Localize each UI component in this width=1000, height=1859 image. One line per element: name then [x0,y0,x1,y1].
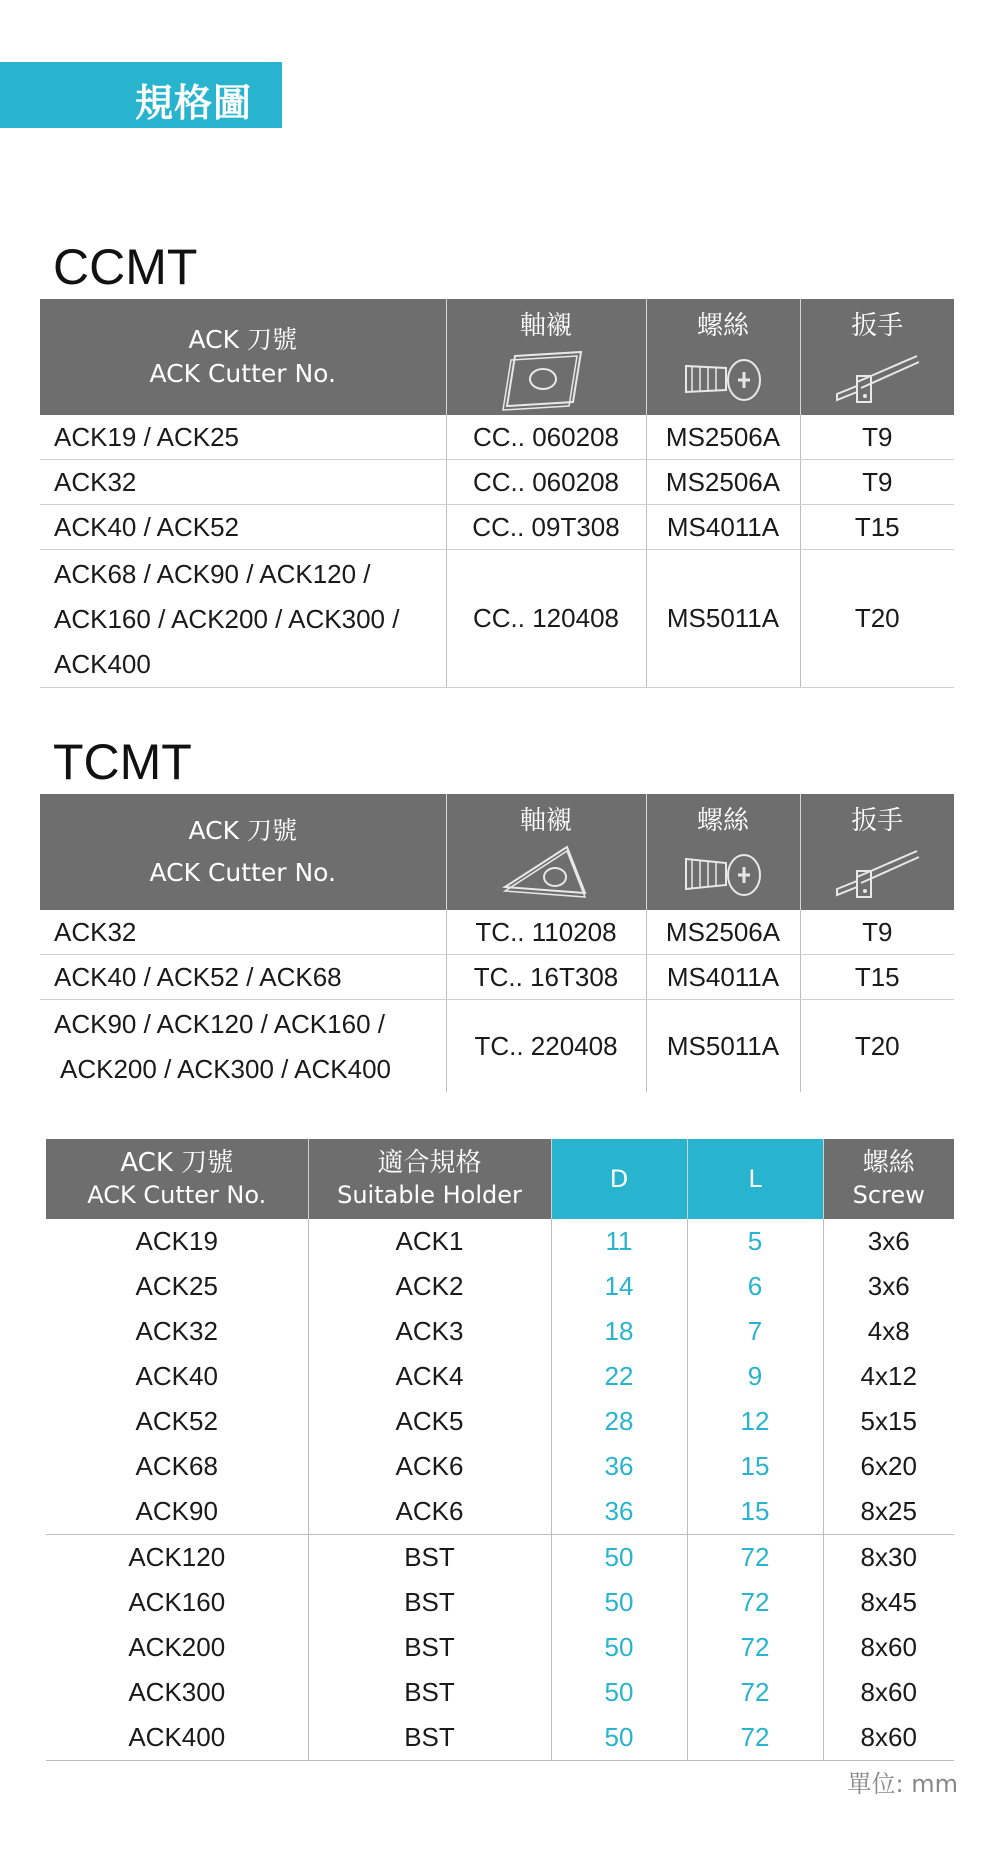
header-holder: 適合規格 Suitable Holder [308,1139,551,1219]
cell-ack: ACK52 [135,1406,218,1436]
ack-multi: ACK90 / ACK120 / ACK160 / ACK200 / ACK300 / ACK400 [54,1009,391,1084]
cell-screw: 8x60 [823,1625,954,1670]
cell-l: 12 [687,1399,823,1444]
dims-body [46,1219,954,1761]
cell-screw: 3x6 [823,1264,954,1309]
wrench-icon [827,841,927,907]
cell-ack: ACK160 [128,1587,226,1617]
dimensions-table [46,1139,954,1761]
cell-d: 50 [551,1535,687,1581]
cell-l: 72 [687,1580,823,1625]
cell-l: 15 [687,1444,823,1489]
table-row [46,1309,954,1354]
header-screw: 螺絲 Screw [823,1139,954,1219]
cell-l: 9 [687,1354,823,1399]
cell-ack: ACK68 [135,1451,218,1481]
cell-l: 15 [687,1489,823,1535]
cell-d: 11 [551,1219,687,1264]
table-row [46,1219,954,1264]
ccmt-header-ack [40,299,446,415]
cell-l: 6 [687,1264,823,1309]
cell-d: 14 [551,1264,687,1309]
table-row: ACK32 CC.. 060208 MS2506A T9 [40,460,954,505]
cell-holder: ACK5 [308,1399,551,1444]
cell-d: 18 [551,1309,687,1354]
cell-screw: 8x30 [823,1535,954,1581]
cell-screw: 5x15 [823,1399,954,1444]
screw-icon [678,841,768,907]
cell-ack: ACK32 [135,1316,218,1346]
table-row [46,1625,954,1670]
tcmt-header-wrench: 扳手 [800,794,954,910]
section-banner [0,62,282,128]
cell-holder: BST [308,1715,551,1761]
cell-d: 50 [551,1715,687,1761]
square-insert-icon [501,346,591,412]
cell-screw: 4x12 [823,1354,954,1399]
tcmt-header-insert: 軸襯 [446,794,646,910]
cell-d: 36 [551,1444,687,1489]
cell-screw: 6x20 [823,1444,954,1489]
ack-multi: ACK68 / ACK90 / ACK120 / ACK160 / ACK200 / ACK300 / ACK400 [40,550,446,688]
ack-zh: ACK 刀號 [188,816,297,845]
cell-ack: ACK300 [128,1677,226,1707]
tcmt-header-screw: 螺絲 [646,794,800,910]
tcmt-header-row [40,794,954,910]
cell-l: 5 [687,1219,823,1264]
cell-ack: ACK400 [46,1715,308,1761]
cell-screw: 4x8 [823,1309,954,1354]
ack-en: ACK Cutter No. [149,359,336,388]
table-row [46,1715,954,1761]
table-row [46,1399,954,1444]
cell-holder: BST [308,1535,551,1581]
table-row [46,1489,954,1535]
triangle-insert-icon [501,841,591,907]
dims-header-row [46,1139,954,1219]
ccmt-header-insert: 軸襯 [446,299,646,415]
cell-d: 50 [551,1670,687,1715]
ccmt-header-screw: 螺絲 [646,299,800,415]
table-row: ACK40 / ACK52 CC.. 09T308 MS4011A T15 [40,505,954,550]
table-row: ACK19 / ACK25 CC.. 060208 MS2506A T9 [40,415,954,460]
tcmt-title: TCMT [53,734,192,790]
cell-d: 28 [551,1399,687,1444]
cell-ack: ACK200 [128,1632,226,1662]
ack-en: ACK Cutter No. [149,858,336,887]
unit-label: 單位: mm [847,1770,958,1798]
table-row [46,1444,954,1489]
cell-l: 7 [687,1309,823,1354]
cell-holder: ACK6 [308,1444,551,1489]
cell-holder: BST [308,1580,551,1625]
cell-screw: 3x6 [823,1219,954,1264]
cell-d: 50 [551,1580,687,1625]
ccmt-header-wrench: 扳手 [800,299,954,415]
cell-holder: ACK4 [308,1354,551,1399]
cell-l: 72 [687,1535,823,1581]
cell-holder: ACK1 [308,1219,551,1264]
cell-holder: BST [308,1625,551,1670]
table-row [46,1264,954,1309]
cell-d: 22 [551,1354,687,1399]
cell-l: 72 [687,1625,823,1670]
cell-screw: 8x60 [823,1670,954,1715]
table-row [46,1535,954,1581]
cell-ack: ACK120 [46,1535,308,1581]
cell-d: 36 [551,1489,687,1535]
table-row [46,1354,954,1399]
cell-ack: ACK25 [135,1271,218,1301]
header-d: D [551,1139,687,1219]
table-row: ACK40 / ACK52 / ACK68 TC.. 16T308 MS4011A T15 [40,955,954,1000]
banner-title: 規格圖 [135,81,253,125]
cell-ack: ACK40 [135,1361,218,1391]
cell-screw: 8x45 [823,1580,954,1625]
table-row [46,1670,954,1715]
tcmt-table [40,794,954,1092]
cell-screw: 8x60 [823,1715,954,1761]
cell-l: 72 [687,1670,823,1715]
cell-holder: ACK6 [308,1489,551,1535]
table-row [46,1580,954,1625]
header-ack: ACK 刀號 ACK Cutter No. [46,1139,308,1219]
cell-d: 50 [551,1625,687,1670]
ccmt-table [40,299,954,688]
cell-ack: ACK19 [135,1226,218,1256]
header-l: L [687,1139,823,1219]
ack-zh: ACK 刀號 [188,325,297,354]
cell-ack: ACK90 [135,1496,218,1526]
table-row: ACK68 / ACK90 / ACK120 / ACK160 / ACK200 / ACK300 / ACK400 CC.. 120408 MS5011A T20 [40,550,954,688]
wrench-icon [827,346,927,412]
cell-holder: ACK2 [308,1264,551,1309]
table-row: ACK90 / ACK120 / ACK160 / ACK200 / ACK300 / ACK400 TC.. 220408 MS5011A T20 [40,1000,954,1093]
screw-icon [678,346,768,412]
cell-l: 72 [687,1715,823,1761]
tcmt-header-ack [40,794,446,910]
cell-holder: BST [308,1670,551,1715]
cell-holder: ACK3 [308,1309,551,1354]
ccmt-header-row [40,299,954,415]
cell-screw: 8x25 [823,1489,954,1535]
ccmt-title: CCMT [53,239,198,295]
table-row: ACK32 TC.. 110208 MS2506A T9 [40,910,954,955]
